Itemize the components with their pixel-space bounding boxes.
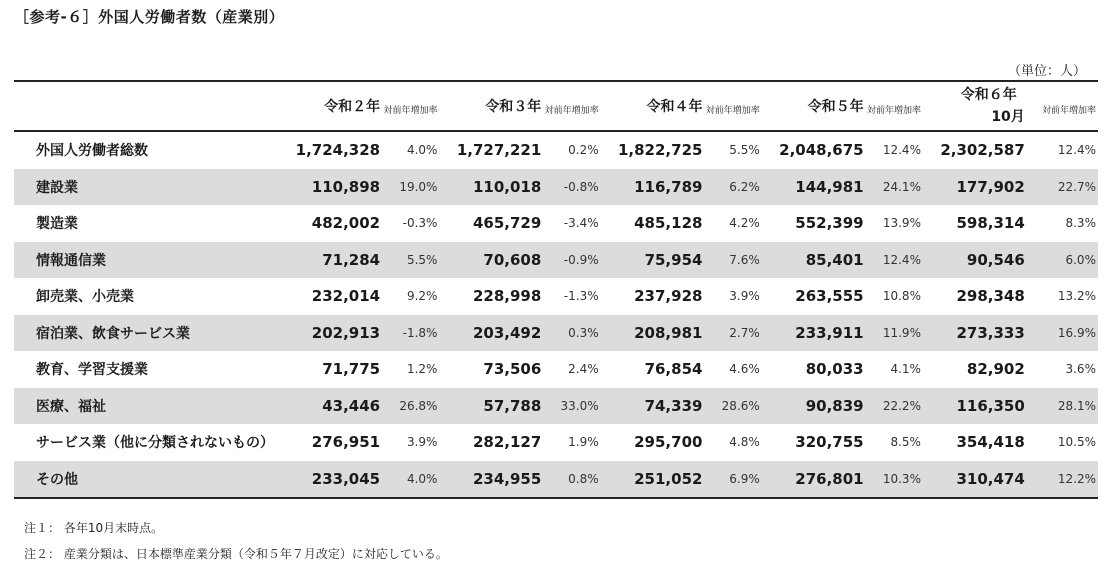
growth-rate-cell: 5.5% (406, 252, 438, 267)
growth-rate-cell: 10.3% (882, 471, 921, 486)
growth-rate-cell: 1.2% (406, 362, 438, 377)
worker-count-cell: 70,608 (483, 250, 542, 269)
header-year-last (921, 84, 1025, 128)
growth-rate-cell: 26.8% (399, 398, 438, 413)
row-label: 医療、福祉 (36, 398, 106, 415)
header-year-last-line2: 10月 (991, 109, 1025, 125)
worker-count-cell: 320,755 (795, 433, 864, 452)
header-rate: 対前年増加率 (705, 105, 760, 116)
worker-count-cell: 251,052 (634, 469, 703, 488)
table-row (14, 424, 1098, 461)
growth-rate-cell: -0.8% (563, 179, 599, 194)
growth-rate-cell: 0.8% (568, 471, 599, 486)
table-row (14, 242, 1098, 279)
worker-count-cell: 110,898 (311, 177, 381, 196)
worker-count-cell: 80,033 (805, 360, 864, 379)
header-year: 令和２年 (324, 99, 381, 115)
growth-rate-cell: -0.9% (563, 252, 599, 267)
growth-rate-cell: 12.4% (882, 252, 921, 267)
growth-rate-cell: 8.3% (1065, 216, 1096, 231)
row-label: サービス業（他に分類されないもの） (36, 435, 274, 452)
worker-count-cell: 57,788 (483, 396, 542, 415)
worker-count-cell: 310,474 (956, 469, 1025, 488)
worker-count-cell: 90,546 (966, 250, 1025, 269)
growth-rate-cell: 22.2% (882, 398, 921, 413)
worker-count-cell: 276,951 (311, 433, 381, 452)
growth-rate-cell: 6.0% (1065, 252, 1096, 267)
growth-rate-cell: 10.5% (1057, 435, 1096, 450)
worker-count-cell: 73,506 (483, 360, 542, 379)
growth-rate-cell: 28.1% (1057, 398, 1096, 413)
table-row (14, 205, 1098, 242)
worker-count-cell: 116,789 (634, 177, 703, 196)
growth-rate-cell: 12.4% (1057, 143, 1096, 158)
table-header-row (14, 82, 1098, 132)
table-row (14, 169, 1098, 206)
growth-rate-cell: 28.6% (721, 398, 760, 413)
growth-rate-cell: 22.7% (1057, 179, 1096, 194)
worker-count-cell: 177,902 (956, 177, 1025, 196)
worker-count-cell: 76,854 (644, 360, 703, 379)
worker-count-cell: 237,928 (634, 287, 703, 306)
growth-rate-cell: 2.7% (729, 325, 760, 340)
growth-rate-cell: 4.1% (890, 362, 921, 377)
page-title: ［参考-６］外国人労働者数（産業別） (14, 8, 285, 26)
growth-rate-cell: 33.0% (560, 398, 599, 413)
worker-count-cell: 276,801 (795, 469, 864, 488)
table-row (14, 278, 1098, 315)
worker-count-cell: 233,911 (795, 323, 864, 342)
growth-rate-cell: 4.0% (406, 143, 438, 158)
worker-count-cell: 482,002 (311, 214, 381, 233)
growth-rate-cell: 3.6% (1065, 362, 1096, 377)
footnote: 注２： 産業分類は、日本標準産業分類（令和５年７月改定）に対応している。 (24, 547, 448, 561)
worker-count-cell: 71,775 (322, 360, 381, 379)
growth-rate-cell: 16.9% (1057, 325, 1096, 340)
worker-count-cell: 1,724,328 (295, 141, 381, 160)
worker-count-cell: 1,727,221 (456, 141, 542, 160)
header-year: 令和４年 (646, 99, 703, 115)
worker-count-cell: 110,018 (472, 177, 542, 196)
unit-label: （単位：人） (1007, 64, 1086, 79)
worker-count-cell: 263,555 (795, 287, 864, 306)
growth-rate-cell: 6.2% (729, 179, 760, 194)
row-label: 情報通信業 (36, 252, 106, 269)
worker-count-cell: 85,401 (805, 250, 864, 269)
worker-count-cell: 90,839 (805, 396, 864, 415)
growth-rate-cell: 4.6% (729, 362, 760, 377)
header-rate: 対前年増加率 (383, 105, 438, 116)
worker-count-cell: 202,913 (311, 323, 381, 342)
worker-count-cell: 71,284 (322, 250, 381, 269)
worker-count-cell: 552,399 (795, 214, 864, 233)
table-row (14, 388, 1098, 425)
worker-count-cell: 74,339 (644, 396, 703, 415)
row-label: 製造業 (36, 216, 78, 233)
growth-rate-cell: 6.9% (729, 471, 760, 486)
worker-count-cell: 2,048,675 (779, 141, 864, 160)
worker-count-cell: 485,128 (634, 214, 703, 233)
growth-rate-cell: 2.4% (568, 362, 599, 377)
worker-count-cell: 228,998 (472, 287, 542, 306)
table-row (14, 351, 1098, 388)
header-rate: 対前年増加率 (866, 105, 921, 116)
table-row (14, 132, 1098, 169)
row-label: 建設業 (36, 179, 78, 196)
worker-count-cell: 75,954 (644, 250, 703, 269)
worker-count-cell: 295,700 (634, 433, 703, 452)
header-year: 令和５年 (807, 99, 864, 115)
table-row (14, 461, 1098, 498)
worker-count-cell: 273,333 (956, 323, 1025, 342)
growth-rate-cell: 24.1% (882, 179, 921, 194)
growth-rate-cell: 0.3% (568, 325, 599, 340)
header-rate: 対前年増加率 (1041, 105, 1096, 116)
row-label: その他 (36, 471, 78, 488)
header-year-last-line1: 令和６年 (960, 87, 1017, 103)
growth-rate-cell: 19.0% (399, 179, 438, 194)
growth-rate-cell: 12.2% (1057, 471, 1096, 486)
worker-count-cell: 43,446 (322, 396, 381, 415)
worker-count-cell: 82,902 (966, 360, 1025, 379)
worker-count-cell: 465,729 (472, 214, 542, 233)
growth-rate-cell: 0.2% (568, 143, 599, 158)
row-label: 外国人労働者総数 (36, 143, 148, 160)
row-label: 宿泊業、飲食サービス業 (36, 325, 190, 342)
data-table (14, 80, 1098, 499)
growth-rate-cell: 7.6% (729, 252, 760, 267)
worker-count-cell: 234,955 (472, 469, 542, 488)
table-row (14, 315, 1098, 352)
growth-rate-cell: 13.9% (882, 216, 921, 231)
worker-count-cell: 2,302,587 (940, 141, 1025, 160)
row-label: 教育、学習支援業 (36, 362, 148, 379)
worker-count-cell: 354,418 (956, 433, 1025, 452)
growth-rate-cell: -0.3% (402, 216, 438, 231)
worker-count-cell: 116,350 (956, 396, 1025, 415)
worker-count-cell: 203,492 (472, 323, 542, 342)
growth-rate-cell: 13.2% (1057, 289, 1096, 304)
growth-rate-cell: 9.2% (406, 289, 438, 304)
footnote: 注１： 各年10月末時点。 (24, 521, 164, 535)
table-body (14, 132, 1098, 497)
worker-count-cell: 298,348 (956, 287, 1025, 306)
growth-rate-cell: 10.8% (882, 289, 921, 304)
worker-count-cell: 208,981 (634, 323, 703, 342)
worker-count-cell: 598,314 (956, 214, 1025, 233)
growth-rate-cell: -1.3% (563, 289, 599, 304)
worker-count-cell: 282,127 (472, 433, 542, 452)
header-year: 令和３年 (485, 99, 542, 115)
growth-rate-cell: -3.4% (563, 216, 599, 231)
growth-rate-cell: 3.9% (729, 289, 760, 304)
growth-rate-cell: -1.8% (402, 325, 438, 340)
growth-rate-cell: 5.5% (729, 143, 760, 158)
worker-count-cell: 1,822,725 (617, 141, 703, 160)
growth-rate-cell: 11.9% (882, 325, 921, 340)
growth-rate-cell: 8.5% (890, 435, 921, 450)
growth-rate-cell: 12.4% (882, 143, 921, 158)
growth-rate-cell: 3.9% (406, 435, 438, 450)
header-rate: 対前年増加率 (544, 105, 599, 116)
growth-rate-cell: 4.2% (729, 216, 760, 231)
growth-rate-cell: 1.9% (568, 435, 599, 450)
row-label: 卸売業、小売業 (36, 289, 134, 306)
worker-count-cell: 233,045 (311, 469, 381, 488)
growth-rate-cell: 4.8% (729, 435, 760, 450)
growth-rate-cell: 4.0% (406, 471, 438, 486)
worker-count-cell: 144,981 (795, 177, 864, 196)
worker-count-cell: 232,014 (311, 287, 381, 306)
